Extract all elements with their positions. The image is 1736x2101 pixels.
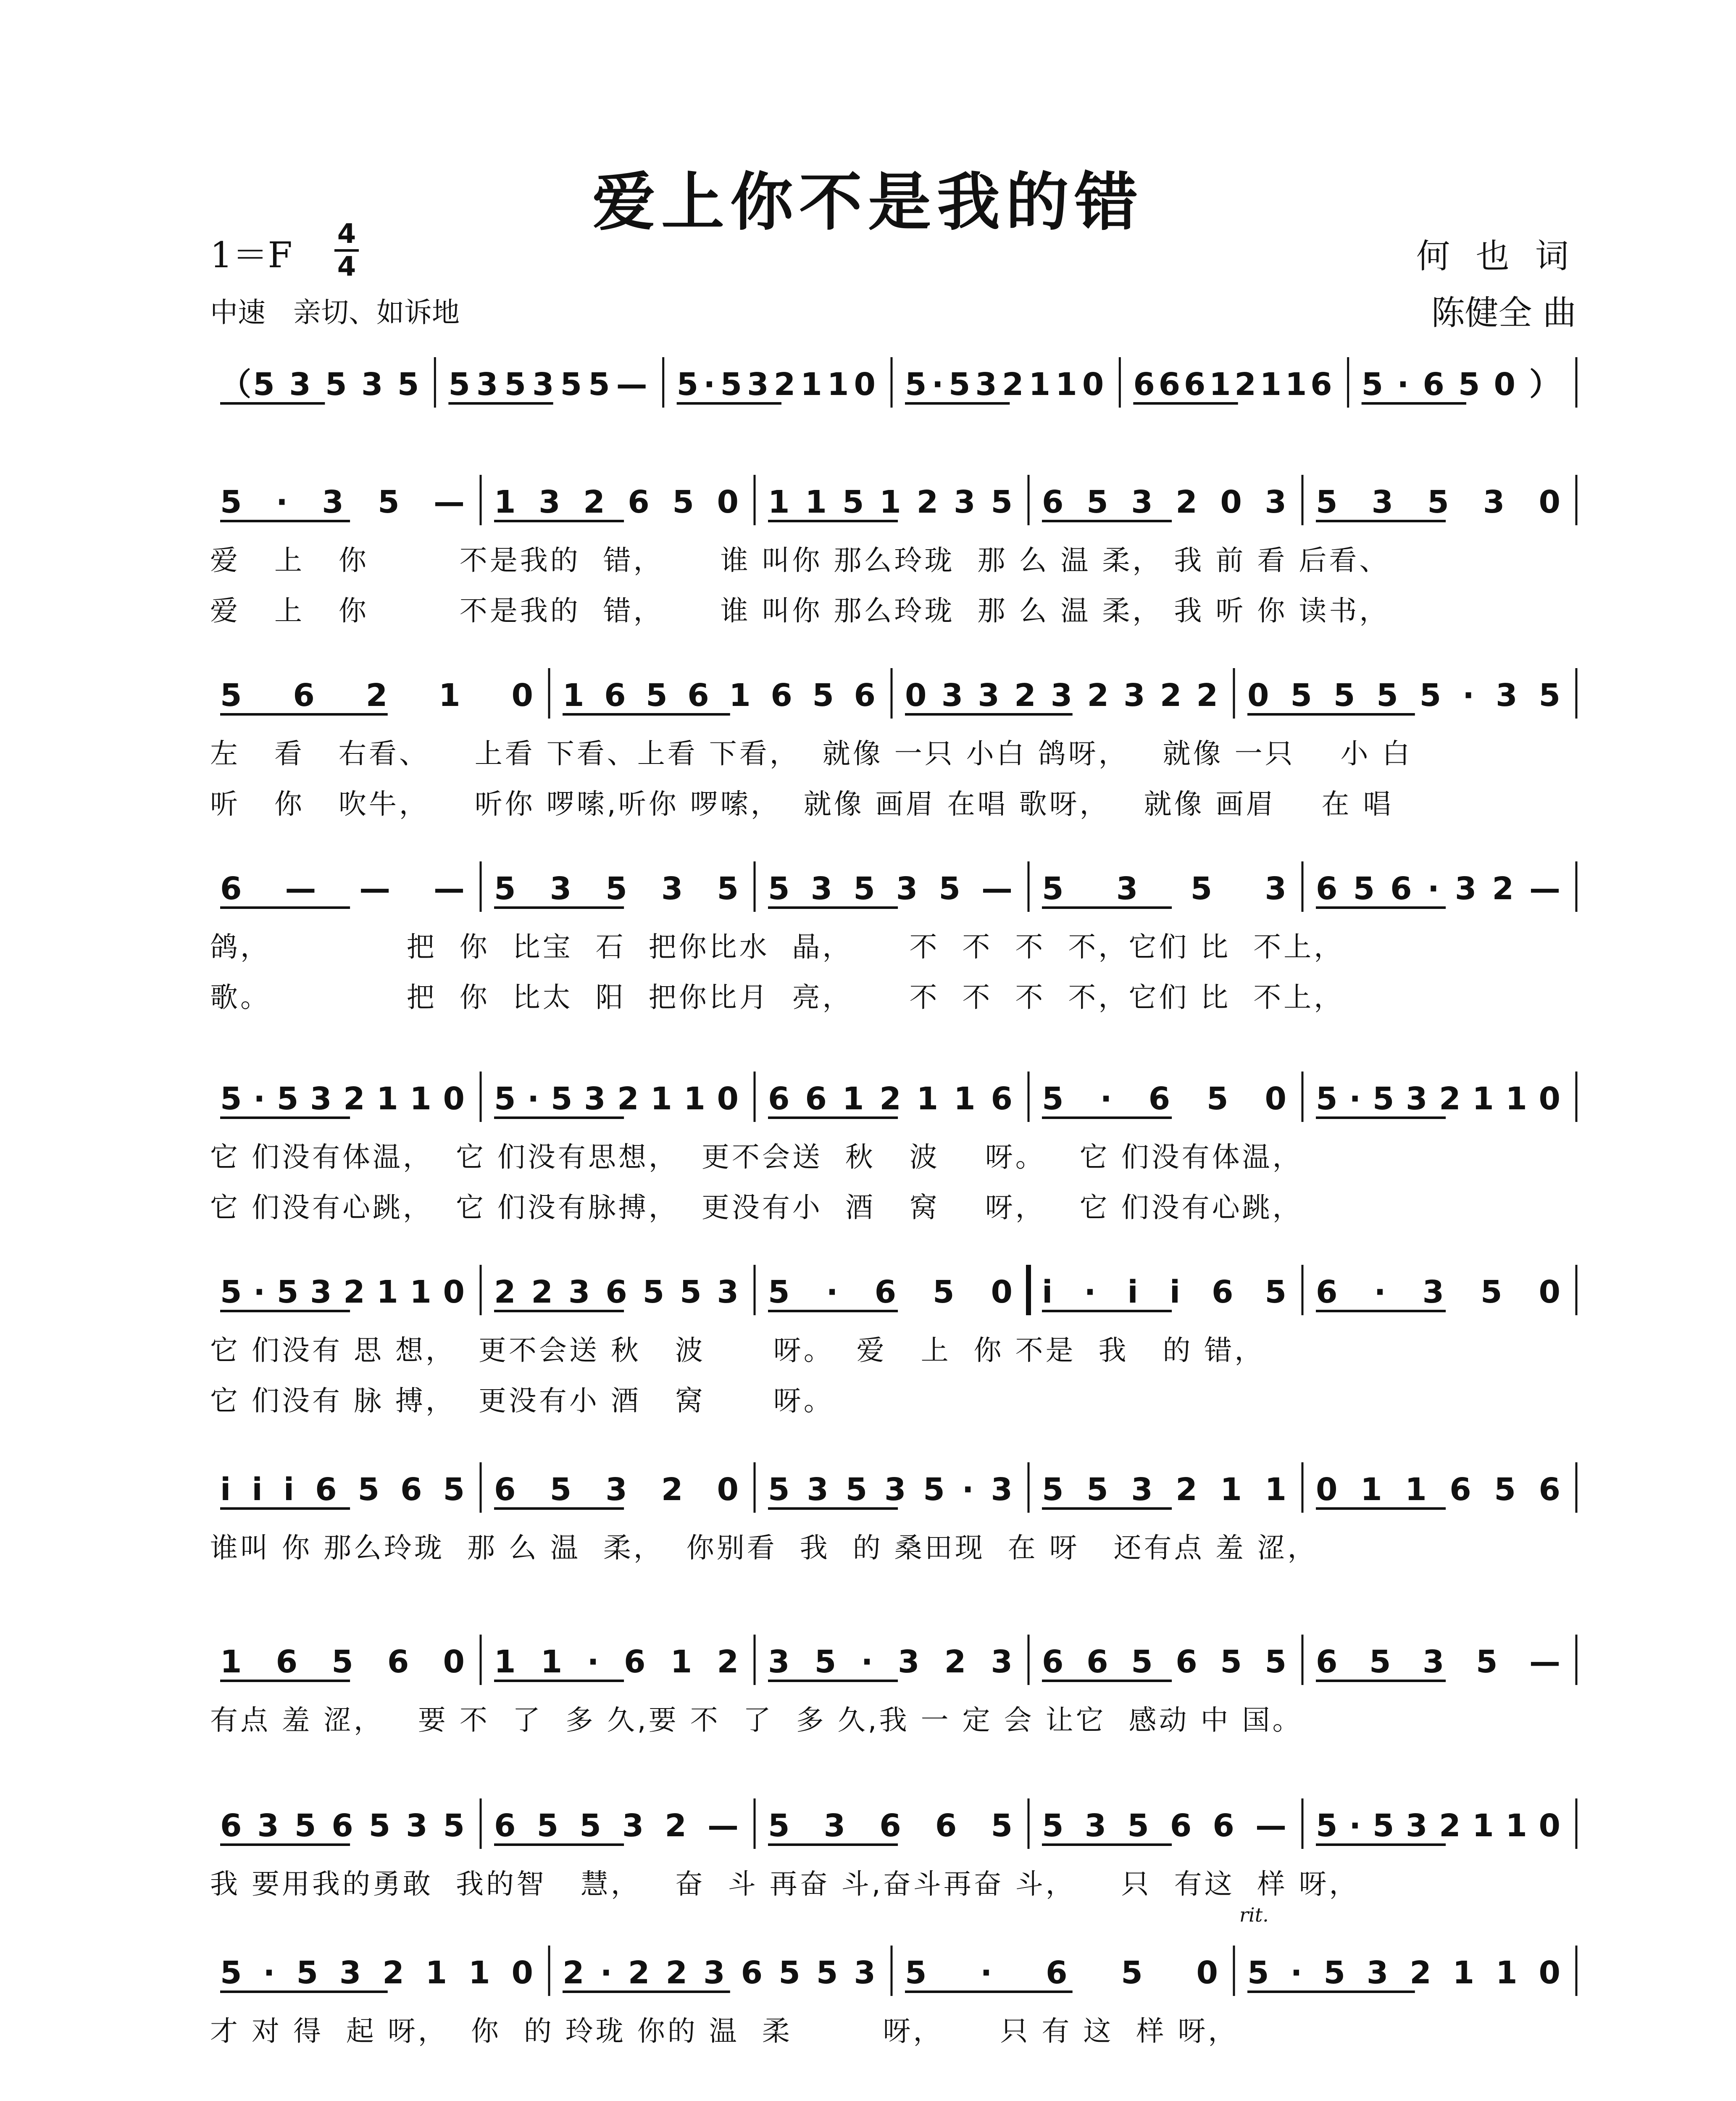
measure-notes: 5 3 5 3 5 · 3 bbox=[768, 1472, 1013, 1508]
measure-notes: 2 2 3 6 5 5 3 bbox=[494, 1274, 739, 1310]
measure-notes: 0 1 1 6 5 6 bbox=[1316, 1472, 1560, 1508]
ritardando-marking: rit. bbox=[1239, 1904, 1269, 1926]
measure-notes: 5 · 5 3 2 1 1 0 bbox=[494, 1081, 739, 1117]
measure-notes: 3 5 · 3 2 3 bbox=[768, 1644, 1013, 1680]
lyric-line: 它 们没有心跳， 它 们没有脉搏， 更没有小 酒 窝 呀， 它 们没有心跳， bbox=[210, 1191, 1303, 1224]
measure-notes: 6 5 6 · 3 2 — bbox=[1316, 871, 1560, 907]
notation-line bbox=[210, 1252, 1580, 1336]
lyric-line: 鸽， 把 你 比宝 石 把你比水 晶， 不 不 不 不，它们 比 不上， bbox=[210, 931, 1344, 963]
measure-notes: 5 · 3 5 — bbox=[220, 484, 465, 520]
measure-notes: 5 3 5 3 5 5 — bbox=[448, 366, 647, 403]
measure-notes: 5 · 5 3 2 1 1 0 bbox=[905, 366, 1104, 403]
measure-notes: 5 · 6 5 0 bbox=[768, 1274, 1013, 1310]
notation-line bbox=[210, 656, 1580, 740]
measure-notes: 2 · 2 2 3 6 5 5 3 bbox=[563, 1955, 876, 1991]
notation-line bbox=[210, 1450, 1580, 1534]
notation-line bbox=[210, 1059, 1580, 1143]
notation-line bbox=[210, 462, 1580, 546]
lyricist-credit: 何 也 词 bbox=[1416, 237, 1576, 276]
lyric-line: 爱 上 你 不是我的 错， 谁 叫你 那么玲珑 那 么 温 柔， 我 听 你 读书， bbox=[210, 595, 1390, 627]
measure-notes: 5 · 6 5 0 ） bbox=[1361, 366, 1560, 403]
measure-notes: 6 5 3 5 — bbox=[1316, 1644, 1560, 1680]
measure-notes: 5 3 5 3 5 bbox=[494, 871, 739, 907]
measure-notes: 0 5 5 5 5 · 3 5 bbox=[1247, 677, 1560, 713]
measure-notes: 5 · 5 3 2 1 1 0 bbox=[1247, 1955, 1560, 1991]
lyric-line: 它 们没有体温， 它 们没有思想， 更不会送 秋 波 呀。 它 们没有体温， bbox=[210, 1141, 1303, 1173]
measure-notes: 6 5 5 3 2 — bbox=[494, 1808, 739, 1844]
notation-line bbox=[210, 1622, 1580, 1706]
measure-notes: 5 3 5 6 6 — bbox=[1042, 1808, 1286, 1844]
measure-notes: 5 3 6 6 5 bbox=[768, 1808, 1013, 1844]
lyric-line: 我 要用我的勇敢 我的智 慧， 奋 斗 再奋 斗,奋斗再奋 斗， 只 有这 样 呀， bbox=[210, 1868, 1360, 1900]
measure-notes: 5 3 5 3 bbox=[1042, 871, 1286, 907]
measure-notes: 5 · 5 3 2 1 1 0 bbox=[1316, 1808, 1560, 1844]
measure-notes: 1 6 5 6 1 6 5 6 bbox=[563, 677, 876, 713]
lyric-line: 爱 上 你 不是我的 错， 谁 叫你 那么玲珑 那 么 温 柔， 我 前 看 后看、 bbox=[210, 544, 1390, 577]
measure-notes: （5 3 5 3 5 bbox=[220, 366, 419, 403]
measure-notes: 6 6 6 1 2 1 1 6 bbox=[1133, 366, 1332, 403]
measure-notes: 6 5 3 2 0 3 bbox=[1042, 484, 1286, 520]
measure-notes: 5 · 6 5 0 bbox=[1042, 1081, 1286, 1117]
lyric-line: 谁叫 你 那么玲珑 那 么 温 柔， 你别看 我 的 桑田现 在 呀 还有点 羞 涩， bbox=[210, 1532, 1318, 1564]
measure-notes: 6 6 5 6 5 5 bbox=[1042, 1644, 1286, 1680]
measure-notes: 6 6 1 2 1 1 6 bbox=[768, 1081, 1013, 1117]
measure-notes: 6 5 3 2 0 bbox=[494, 1472, 739, 1508]
lyric-line: 左 看 右看、 上看 下看、上看 下看， 就像 一只 小白 鸽呀， 就像 一只 小 白 bbox=[210, 737, 1412, 770]
notation-line bbox=[210, 345, 1580, 429]
notation-line bbox=[210, 2093, 1580, 2101]
measure-notes: 5 · 5 3 2 1 1 0 bbox=[220, 1955, 533, 1991]
notation-line bbox=[210, 849, 1580, 933]
measure-notes: 5 3 5 3 0 bbox=[1316, 484, 1560, 520]
measure-notes: 5 · 6 5 0 bbox=[905, 1955, 1218, 1991]
measure-notes: 1 1 · 6 1 2 bbox=[494, 1644, 739, 1680]
measure-notes: 5 · 5 3 2 1 1 0 bbox=[220, 1274, 465, 1310]
measure-notes: 5 6 2 1 0 bbox=[220, 677, 533, 713]
measure-notes: 0 3 3 2 3 2 3 2 2 bbox=[905, 677, 1218, 713]
time-signature bbox=[332, 221, 361, 280]
measure-notes: 6 3 5 6 5 3 5 bbox=[220, 1808, 465, 1844]
measure-notes: i i i 6 5 6 5 bbox=[220, 1472, 465, 1508]
measure-notes: i · i i 6 5 bbox=[1042, 1274, 1286, 1310]
measure-notes: 6 · 3 5 0 bbox=[1316, 1274, 1560, 1310]
measure-notes: 5 5 3 2 1 1 bbox=[1042, 1472, 1286, 1508]
tempo-marking: 中速 亲切、如诉地 bbox=[210, 296, 460, 329]
measure-notes: 5 · 5 3 2 1 1 0 bbox=[1316, 1081, 1560, 1117]
measure-notes: 5 · 5 3 2 1 1 0 bbox=[220, 1081, 465, 1117]
time-signature-bottom: 4 bbox=[337, 251, 356, 282]
lyric-line: 听 你 吹牛， 听你 啰嗦,听你 啰嗦， 就像 画眉 在唱 歌呀， 就像 画眉 在 唱 bbox=[210, 788, 1394, 820]
lyric-line: 它 们没有 脉 搏， 更没有小 酒 窝 呀。 bbox=[210, 1385, 834, 1417]
time-signature-top: 4 bbox=[337, 219, 356, 250]
lyric-line: 歌。 把 你 比太 阳 把你比月 亮， 不 不 不 不，它们 比 不上， bbox=[210, 981, 1344, 1014]
key-signature: 1＝F bbox=[210, 234, 292, 276]
lyric-line: 有点 羞 涩， 要 不 了 多 久,要 不 了 多 久,我 一 定 会 让它 感动 中 国。 bbox=[210, 1704, 1303, 1736]
composer-credit: 陈健全 曲 bbox=[1431, 293, 1576, 332]
measure-notes: 5 3 5 3 5 — bbox=[768, 871, 1013, 907]
lyric-line: 它 们没有 思 想， 更不会送 秋 波 呀。 爱 上 你 不是 我 的 错， bbox=[210, 1334, 1265, 1366]
measure-notes: 1 6 5 6 0 bbox=[220, 1644, 465, 1680]
measure-notes: 5 · 5 3 2 1 1 0 bbox=[676, 366, 876, 403]
measure-notes: 1 3 2 6 5 0 bbox=[494, 484, 739, 520]
notation-line bbox=[210, 1933, 1580, 2017]
notation-line bbox=[210, 1786, 1580, 1870]
measure-notes: 6 — — — bbox=[220, 871, 465, 907]
lyric-line: 才 对 得 起 呀， 你 的 玲珑 你的 温 柔 呀， 只 有 这 样 呀， bbox=[210, 2015, 1239, 2047]
song-title: 爱上你不是我的错 bbox=[592, 165, 1144, 239]
measure-notes: 1 1 5 1 2 3 5 bbox=[768, 484, 1013, 520]
